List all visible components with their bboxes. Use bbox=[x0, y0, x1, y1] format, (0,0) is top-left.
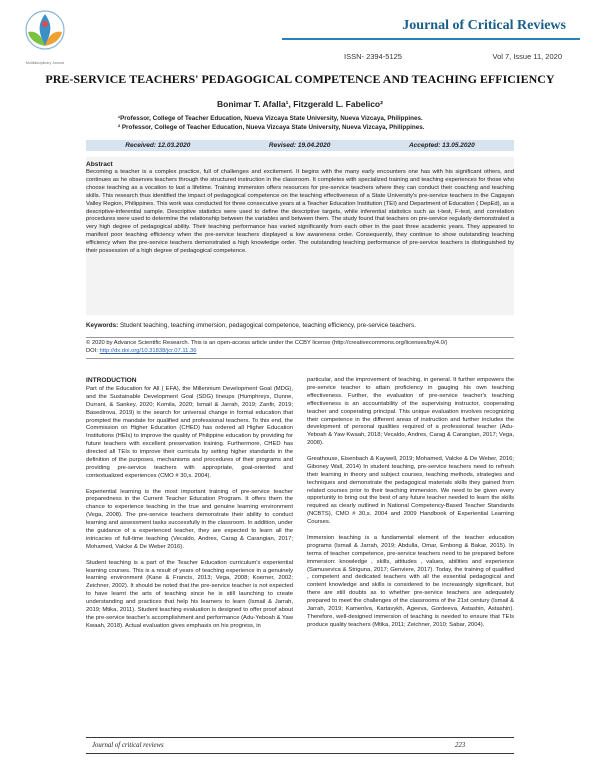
paragraph: particular, and the improvement of teaching, in general. It further empowers the pre-service teacher to attain proficiency in gauging his own teaching effectiveness. Further, the evaluation of pre-service teacher's teaching effectiveness is an accountability of the supervising instructor, cooperating teacher and cooperating principal. This unique evaluation involves recognizing their competence in the different areas of instruction and further includes the development of personal qualities required of a professional teacher (Adu-Yeboah & Yaw Kwaah, 2018; Vecaldo, Andres, Carag & Carangian, 2017; Vega, 2008). bbox=[307, 377, 514, 447]
dates-band bbox=[86, 140, 514, 151]
issn: ISSN- 2394-5125 bbox=[344, 52, 402, 61]
abstract-text: Becoming a teacher is a complex practice, full of challenges and excitement. It begins with the many early encounters one has with his significant others, and continues as he observes teachers through the structured instruction in the classroom. It completes with specialized training and teaching experiences for those who choose teaching as a vocation to last a lifetime. Training immersion offers resources for pre-service teachers where they can conduct their coaching and teaching skills. This research thus identified the impact of pedagogical competence on the teaching effectiveness of a State University's pre-service teachers in the Cagayan Valley Region, Philippines. This work was conducted for three consecutive years at a Teacher Education Institution (TEI) and Department of Education ( DepEd), as a descriptive-inferential sample. Descriptive statistics were used to define the descriptive targets, while inferential statistics such as t-test, F-test, and correlation procedures were used to determine the relationship between the variables and between them. The study found that teachers on pre-service regularly demonstrated a very high degree of pedagogical ability. Their teaching performance has varied significantly from each other in the past three academic years. They appeared to manifest poor teaching efficiency when the pre-service teachers displayed a low awareness order. Consequently, they continue to show outstanding teaching efficiency when the pre-service teachers demonstrated a high knowledge order. The outstanding teaching performance of pre-service teachers is distinguished by their possession of a high degree of pedagogical competence. bbox=[86, 169, 514, 255]
paragraph: Immersion teaching is a fundamental element of the teacher education programs (Ismail & Jarrah, 2019; Abdulla, Omar, Embong & Bakar, 2015). In terms of teacher competence, pre-service teachers need to be prepared before immersion: knowledge , skills, attitudes , values, abilities and experience (Samusevica & Striguna, 2017; Genviere, 2017). Today, the training of qualified , competent and dedicated teachers with all the essential pedagogical and content knowledge and skills is considered to be increasingly significant, but there are still doubts as to whether pre-service teachers are adequately prepared to meet the challenges of the classrooms of the 21st century (Ismail & Jarrah, 2019; Kamenlva, Kartavykh, Ageeva, Gordeeva, Astashin, Astashin). Therefore, well-designed immersion of teaching is needed to ensure that TEIs produce quality teachers (Mtika, 2011; Zeichner, 2010; Sabar, 2004). bbox=[307, 534, 514, 628]
copyright-notice: © 2020 by Advance Scientific Research. This is an open-access article under the CCBY license (http://creativecommons.org/licenses/by/4.0/) bbox=[86, 340, 448, 346]
doi-line bbox=[86, 348, 196, 354]
doi-link[interactable]: http://dx.doi.org/10.31838/jcr.07.11.36 bbox=[99, 348, 197, 354]
paragraph: Experiential learning is the most important training of pre-service teacher preparedness in the Current Teacher Education Program. It offers them the chance to experience teaching in the true and genuine learning environment (Vega, 2008). The pre-service teachers demonstrate their ability to conduct learning and assessment tasks successfully in the classroom. In addition, under the guidance of a experienced teacher, they are expected to learn all the intricacies of full-time teaching (Vecaldo, Andres, Carag & Carangian, 2017; Mohamed, Valcke & De Weber 2016). bbox=[86, 488, 293, 550]
license-rule-top bbox=[86, 337, 514, 338]
accepted-date: Accepted: 13.05.2020 bbox=[408, 142, 475, 149]
affiliation-1: ¹Professor, College of Teacher Education, Nueva Vizcaya State University, Nueva Vizcaya, Philippines. bbox=[118, 115, 423, 122]
received-date: Received: 12.03.2020 bbox=[125, 142, 191, 149]
abstract-heading: Abstract bbox=[86, 161, 113, 168]
authors: Bonimar T. Afalla¹, Fitzgerald L. Fabelico² bbox=[217, 99, 383, 109]
journal-logo bbox=[14, 6, 76, 64]
logo-caption: Multidisciplinary Journal bbox=[25, 61, 65, 65]
volume-issue: Vol 7, Issue 11, 2020 bbox=[492, 52, 562, 61]
license-rule-bottom bbox=[86, 358, 514, 359]
header-rule bbox=[282, 38, 580, 40]
affiliation-2: ² Professor, College of Teacher Education, Nueva Vizcaya State University, Nueva Vizcaya, Philippines. bbox=[118, 124, 425, 131]
journal-title: Journal of Critical Reviews bbox=[402, 18, 566, 33]
footer-journal: Journal of critical reviews bbox=[92, 742, 164, 749]
paragraph: Part of the Education for All ( EFA), the Millennium Development Goal (MDG), and the Sustainable Development Goal (SDG) lineups (Humphreys, Dunne, Durrani, & Sankey, 2020; Komila, 2020; Ismail & Jarrah, 2019; Zanfir, 2019; Basedirova, 2019) is the search for universal change in formal education that prompted the mandate for qualified and professional teachers. To this end, the Commission on Higher Education (CHED) has ordered all Higher Education Institutions (HEIs) to improve the quality of Philippine education by providing for future teachers with excellent preservation training. Furthermore, CHED has directed all TEIs to improve their curricula by setting higher standards in the definition of the purposes, mechanisms and procedures of their programs and providing pre-service teachers with appropriate, goal-oriented and contextualized experiences (CMO # 30,s. 2004). bbox=[86, 385, 293, 479]
body-column-left bbox=[86, 377, 293, 639]
keywords-text: Student teaching, teaching immersion, pedagogical competence, teaching efficiency, pre-service teachers. bbox=[119, 322, 416, 329]
footer-rule-top bbox=[86, 737, 514, 738]
body-column-right bbox=[307, 377, 514, 638]
footer-rule-bottom bbox=[86, 753, 514, 754]
paragraph: Student teaching is a part of the Teacher Education curriculum's experiential learning courses. This is a result of years of teaching experience in a genuinely learning environment (Kane & Francis, 2013; Vega, 2008; Koerner, 2002; Zeichner, 2002). It should be noted that the pre-service teacher is not expected to have learnt the arts of teaching since he is still launching to create understanding and practices that help his learners to learn (Ismail & Jarrah, 2019; Mtika, 2011). Student teaching evaluation is designed to offer proof about the pre-service teacher's accomplishment and performance (Adu-Yeboah & Yaw Kwaah, 2018). Actual evaluation gives emphasis on his progress, in bbox=[86, 559, 293, 629]
page-number: 223 bbox=[455, 742, 466, 749]
revised-date: Revised: 19.04.2020 bbox=[268, 142, 331, 149]
doi-label: DOI: bbox=[86, 348, 98, 354]
keywords-label: Keywords: bbox=[86, 322, 119, 329]
paragraph: Greathouse, Eisenbach & Kaywell, 2019; Mohamed, Valcke & De Weber, 2016; Giboney Wall, 2014) In student teaching, pre-service teachers need to refresh their learning in theory and subject courses, teaching methods, strategies and techniques and demonstrate the pedagogical materials skills they gained from related courses prior to their teaching immersion. We need to be given every opportunity to bring out the best of any future teacher needed to learn the skills required as clearly outlined in National Competency-Based Teacher Standards (NCBTS), CMO # 30,s. 2004 and 2009 Handbook of Experiential Learning Courses. bbox=[307, 455, 514, 526]
introduction-heading: INTRODUCTION bbox=[86, 377, 137, 384]
abstract-box bbox=[86, 157, 514, 315]
article-title: PRE-SERVICE TEACHERS' PEDAGOGICAL COMPETENCE AND TEACHING EFFICIENCY bbox=[45, 72, 555, 86]
keywords bbox=[86, 322, 514, 329]
